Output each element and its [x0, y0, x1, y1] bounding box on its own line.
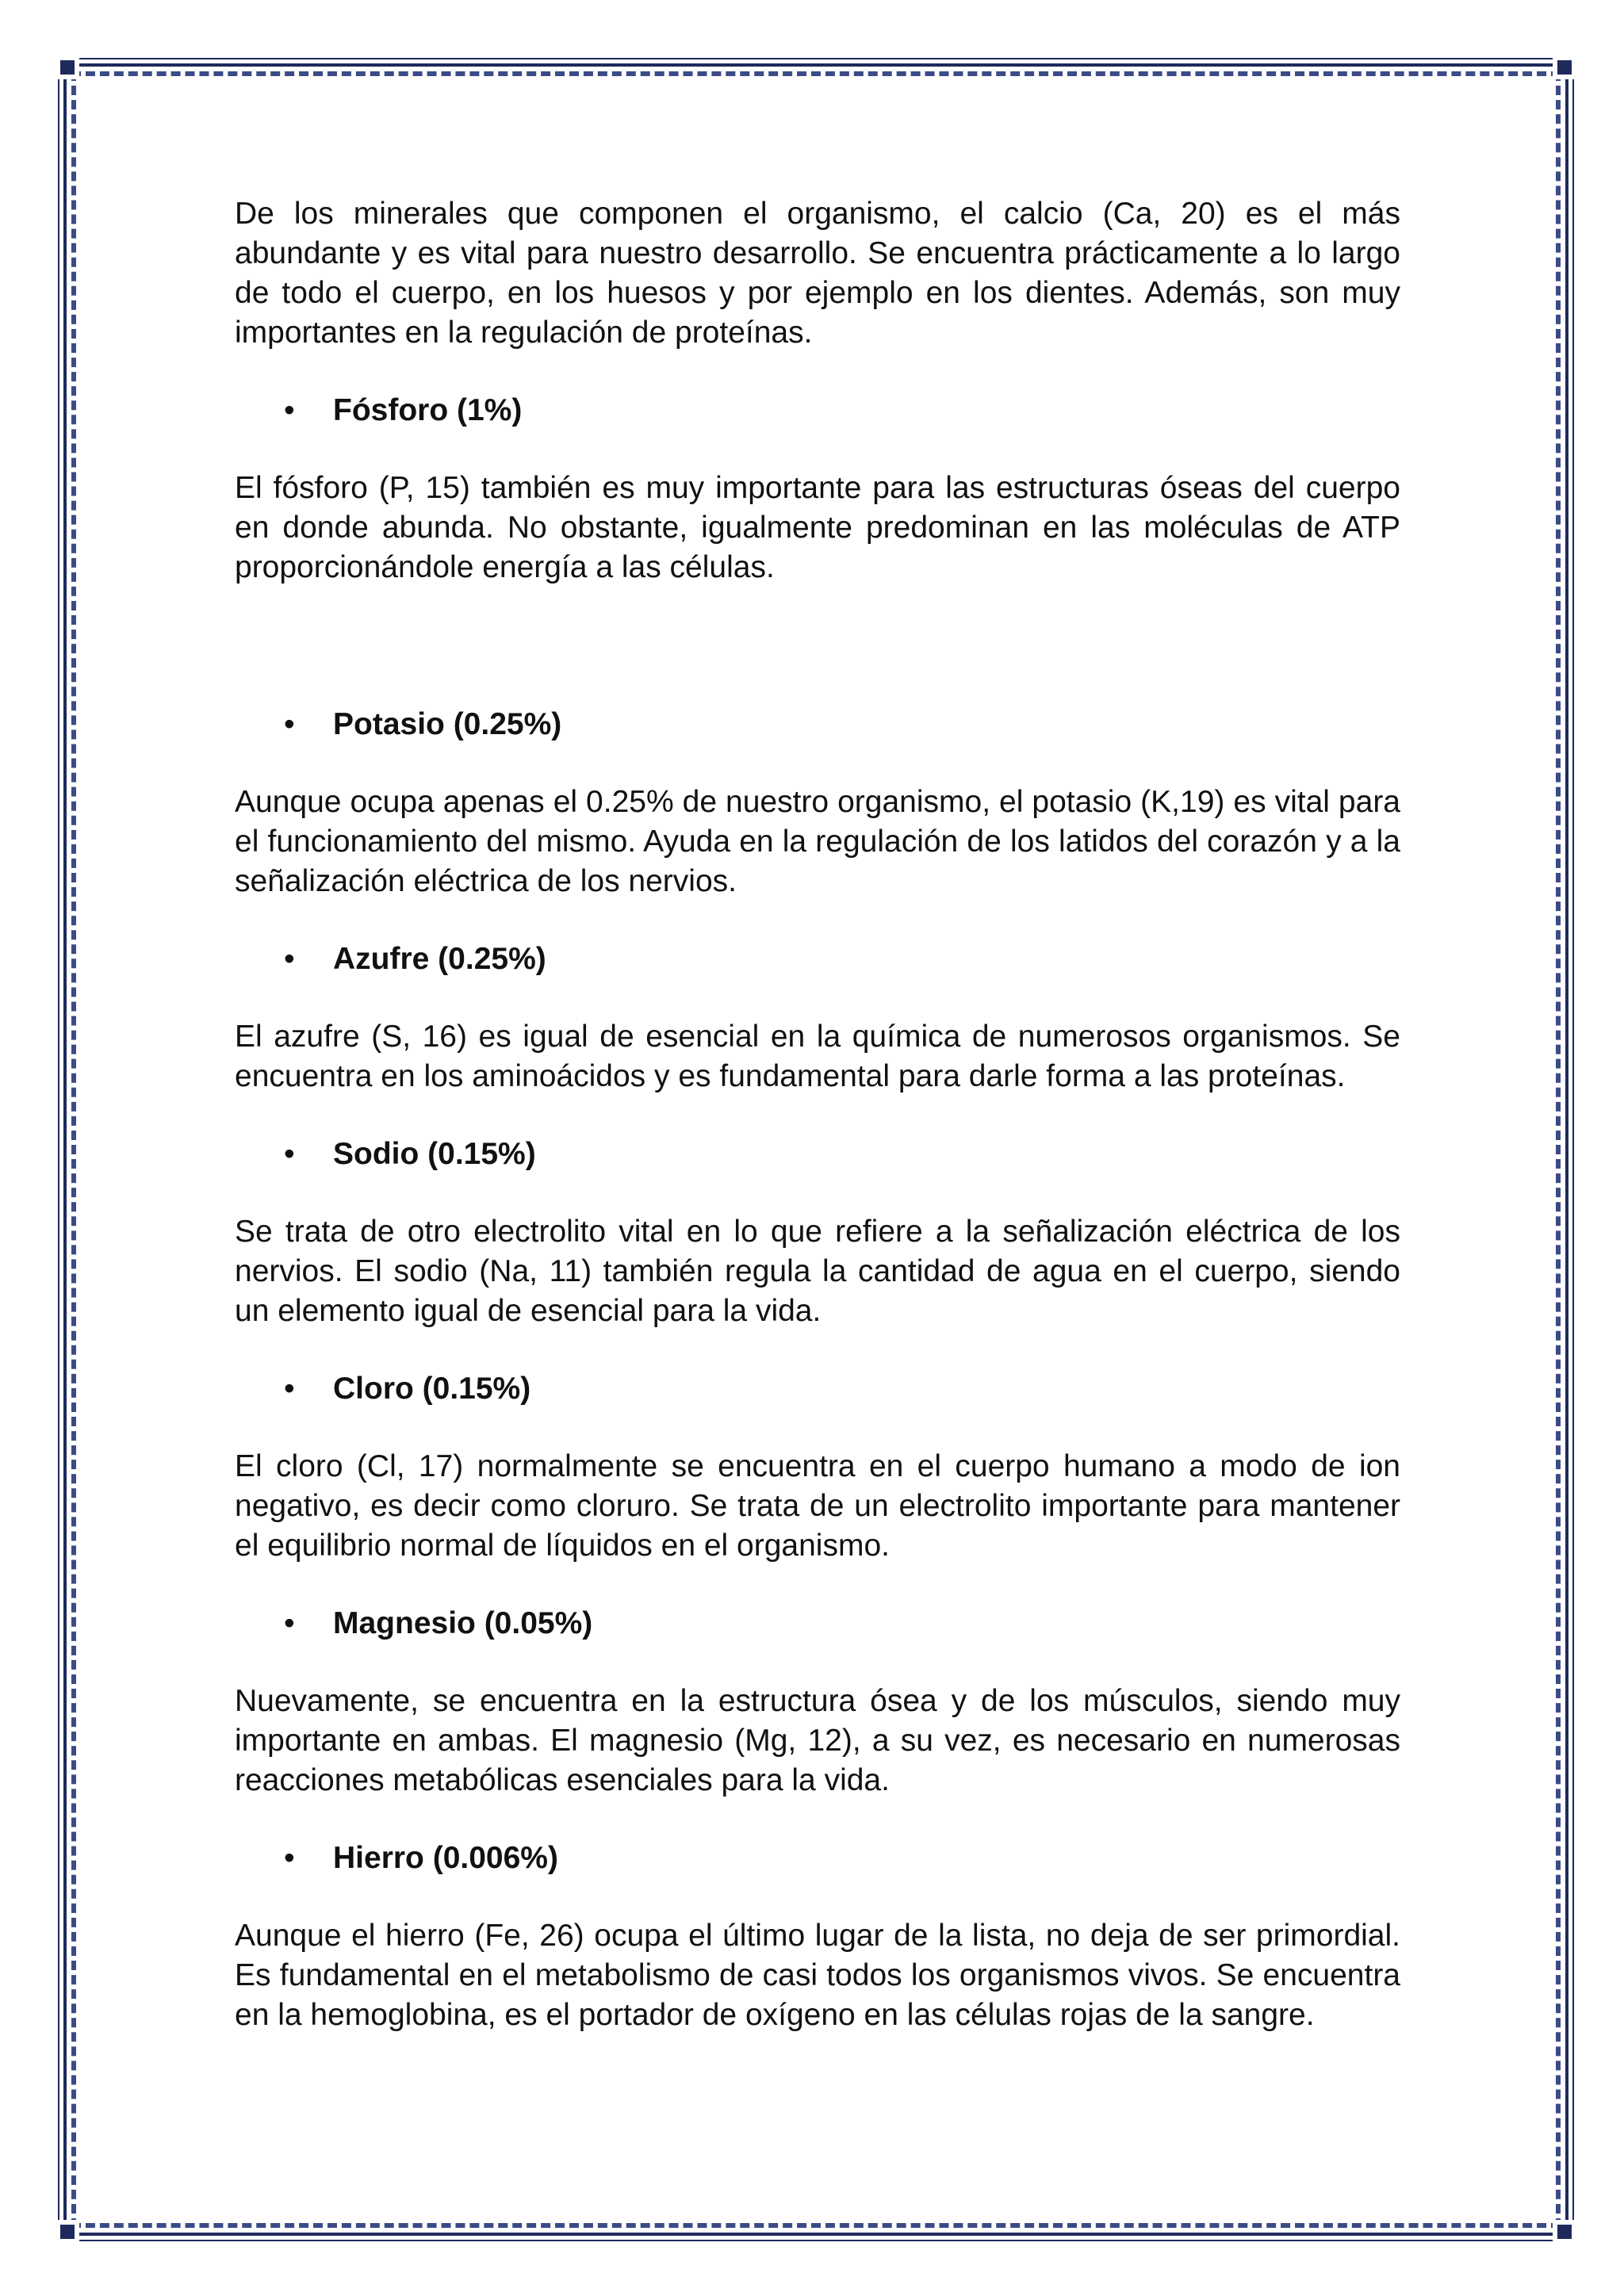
- border-corner-ornament: [1553, 2220, 1576, 2244]
- calcio-paragraph: De los minerales que componen el organismo, el calcio (Ca, 20) es el más abundante y es vital para nuestro desarrollo. Se encuentra prácticamente a lo largo de todo el cuerpo, en los huesos y por ejemplo en los dientes. Además, son muy importantes en la regulación de proteínas.: [235, 197, 1400, 350]
- magnesio-paragraph: Nuevamente, se encuentra en la estructura ósea y de los músculos, siendo muy importante en ambas. El magnesio (Mg, 12), a su vez, es necesario en numerosas reacciones metabólicas esenciales para la vida.: [235, 1684, 1400, 1797]
- azufre-paragraph: El azufre (S, 16) es igual de esencial en la química de numerosos organismos. Se encuentra en los aminoácidos y es fundamental para darle forma a las proteínas.: [235, 1020, 1400, 1093]
- potasio-heading: [235, 705, 1400, 744]
- sodio-heading: [235, 1135, 1400, 1174]
- hierro-heading-label: Hierro (0.006%): [333, 1841, 558, 1875]
- bullet-icon: •: [284, 1841, 295, 1875]
- cloro-paragraph: El cloro (Cl, 17) normalmente se encuentra en el cuerpo humano a modo de ion negativo, es decir como cloruro. Se trata de un electrolito importante para mantener el equilibrio normal de líquidos en el organismo.: [235, 1449, 1400, 1563]
- bullet-icon: •: [284, 393, 295, 427]
- sodio-paragraph: Se trata de otro electrolito vital en lo que refiere a la señalización eléctrica de los nervios. El sodio (Na, 11) también regula la cantidad de agua en el cuerpo, siendo un elemento igual de esencial para la vida.: [235, 1215, 1400, 1328]
- hierro-paragraph: Aunque el hierro (Fe, 26) ocupa el último lugar de la lista, no deja de ser primordial. Es fundamental en el metabolismo de casi todos los organismos vivos. Se encuentra en la hemoglobina, es el portador de oxígeno en las células rojas de la sangre.: [235, 1919, 1400, 2032]
- fosforo-heading: [235, 391, 1400, 430]
- bullet-icon: •: [284, 707, 295, 741]
- azufre-heading-label: Azufre (0.25%): [333, 942, 546, 976]
- hierro-heading: [235, 1839, 1400, 1878]
- border-corner-ornament: [1553, 55, 1576, 79]
- magnesio-heading: [235, 1604, 1400, 1644]
- bullet-icon: •: [284, 1372, 295, 1406]
- magnesio-heading-label: Magnesio (0.05%): [333, 1606, 593, 1640]
- potasio-paragraph: Aunque ocupa apenas el 0.25% de nuestro organismo, el potasio (K,19) es vital para el funcionamiento del mismo. Ayuda en la regulación de los latidos del corazón y a la señalización eléctrica de los nervios.: [235, 785, 1400, 898]
- bullet-icon: •: [284, 942, 295, 976]
- border-corner-ornament: [56, 55, 79, 79]
- sodio-heading-label: Sodio (0.15%): [333, 1137, 536, 1171]
- bullet-icon: •: [284, 1137, 295, 1171]
- azufre-heading: [235, 939, 1400, 979]
- fosforo-paragraph: El fósforo (P, 15) también es muy importante para las estructuras óseas del cuerpo en donde abunda. No obstante, igualmente predominan en las moléculas de ATP proporcionándole energía a las células.: [235, 471, 1400, 584]
- potasio-heading-label: Potasio (0.25%): [333, 707, 562, 741]
- cloro-heading: [235, 1369, 1400, 1409]
- document-body: [235, 194, 1400, 2035]
- border-corner-ornament: [56, 2220, 79, 2244]
- fosforo-heading-label: Fósforo (1%): [333, 393, 523, 427]
- cloro-heading-label: Cloro (0.15%): [333, 1372, 531, 1406]
- bullet-icon: •: [284, 1606, 295, 1640]
